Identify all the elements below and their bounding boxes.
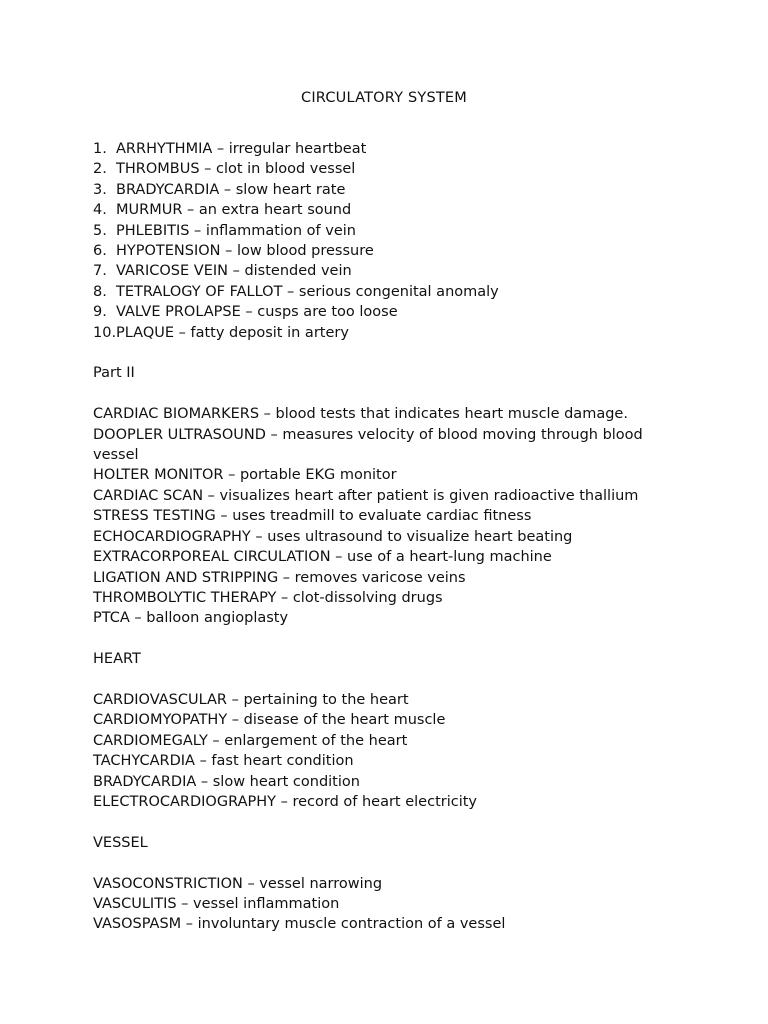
list-item: CARDIOMEGALY – enlargement of the heart [93, 732, 408, 749]
list-item: TACHYCARDIA – fast heart condition [93, 753, 354, 770]
spacer [93, 343, 668, 363]
heart-heading: HEART [93, 651, 141, 668]
list-item: PTCA – balloon angioplasty [93, 610, 289, 627]
list-item [93, 180, 668, 200]
list-item: STRESS TESTING – uses treadmill to evaluate cardiac fitness [93, 508, 532, 525]
item-text: HYPOTENSION – low blood pressure [116, 243, 374, 260]
list-item [93, 139, 668, 159]
item-number: 9. [93, 304, 107, 321]
item-number: 6. [93, 243, 107, 260]
document-body [93, 139, 668, 935]
item-text: THROMBUS – clot in blood vessel [116, 161, 356, 178]
item-number: 5. [93, 222, 107, 239]
item-number: 10. [93, 324, 117, 341]
list-item: BRADYCARDIA – slow heart condition [93, 773, 360, 790]
list-item: ELECTROCARDIOGRAPHY – record of heart electricity [93, 793, 478, 810]
item-number: 4. [93, 202, 107, 219]
item-text: BRADYCARDIA – slow heart rate [116, 181, 346, 198]
part2-list [93, 404, 668, 628]
list-item [93, 221, 668, 241]
item-text: TETRALOGY OF FALLOT – serious congenital anomaly [116, 283, 499, 300]
item-text: PHLEBITIS – inflammation of vein [116, 222, 356, 239]
item-text: ARRHYTHMIA – irregular heartbeat [116, 141, 367, 157]
part1-list [93, 139, 668, 343]
list-item: HOLTER MONITOR – portable EKG monitor [93, 467, 397, 484]
list-item [93, 241, 668, 261]
item-text: VARICOSE VEIN – distended vein [116, 263, 352, 280]
heart-list [93, 690, 668, 812]
item-number: 1. [93, 141, 107, 157]
vessel-heading: VESSEL [93, 834, 148, 851]
list-item [93, 261, 668, 281]
vessel-list [93, 874, 668, 935]
item-number: 7. [93, 263, 107, 280]
spacer [93, 384, 668, 404]
list-item: EXTRACORPOREAL CIRCULATION – use of a heart-lung machine [93, 549, 552, 566]
item-number: 3. [93, 181, 107, 198]
list-item: ECHOCARDIOGRAPHY – uses ultrasound to visualize heart beating [93, 528, 573, 545]
list-item: LIGATION AND STRIPPING – removes varicose veins [93, 569, 466, 586]
spacer [93, 670, 668, 690]
item-number: 2. [93, 161, 107, 178]
item-text: PLAQUE – fatty deposit in artery [116, 324, 349, 341]
list-item: DOOPLER ULTRASOUND – measures velocity of blood moving through blood vessel [93, 426, 643, 464]
list-item: THROMBOLYTIC THERAPY – clot-dissolving drugs [93, 589, 443, 606]
list-item: CARDIAC BIOMARKERS – blood tests that indicates heart muscle damage. [93, 406, 628, 423]
spacer [93, 812, 668, 832]
list-item: CARDIOVASCULAR – pertaining to the heart [93, 691, 409, 708]
list-item [93, 159, 668, 179]
list-item: CARDIOMYOPATHY – disease of the heart muscle [93, 712, 446, 729]
item-text: VALVE PROLAPSE – cusps are too loose [116, 304, 398, 321]
list-item: VASOCONSTRICTION – vessel narrowing [93, 875, 383, 892]
list-item [93, 302, 668, 322]
spacer [93, 853, 668, 873]
part2-heading: Part II [93, 365, 135, 382]
item-text: MURMUR – an extra heart sound [116, 202, 352, 219]
list-item [93, 200, 668, 220]
document-title: CIRCULATORY SYSTEM [301, 90, 467, 106]
list-item: VASCULITIS – vessel inflammation [93, 895, 340, 912]
list-item [93, 282, 668, 302]
list-item: VASOSPASM – involuntary muscle contraction of a vessel [93, 916, 506, 933]
spacer [93, 629, 668, 649]
item-number: 8. [93, 283, 107, 300]
list-item: CARDIAC SCAN – visualizes heart after patient is given radioactive thallium [93, 487, 639, 504]
list-item [93, 323, 668, 343]
